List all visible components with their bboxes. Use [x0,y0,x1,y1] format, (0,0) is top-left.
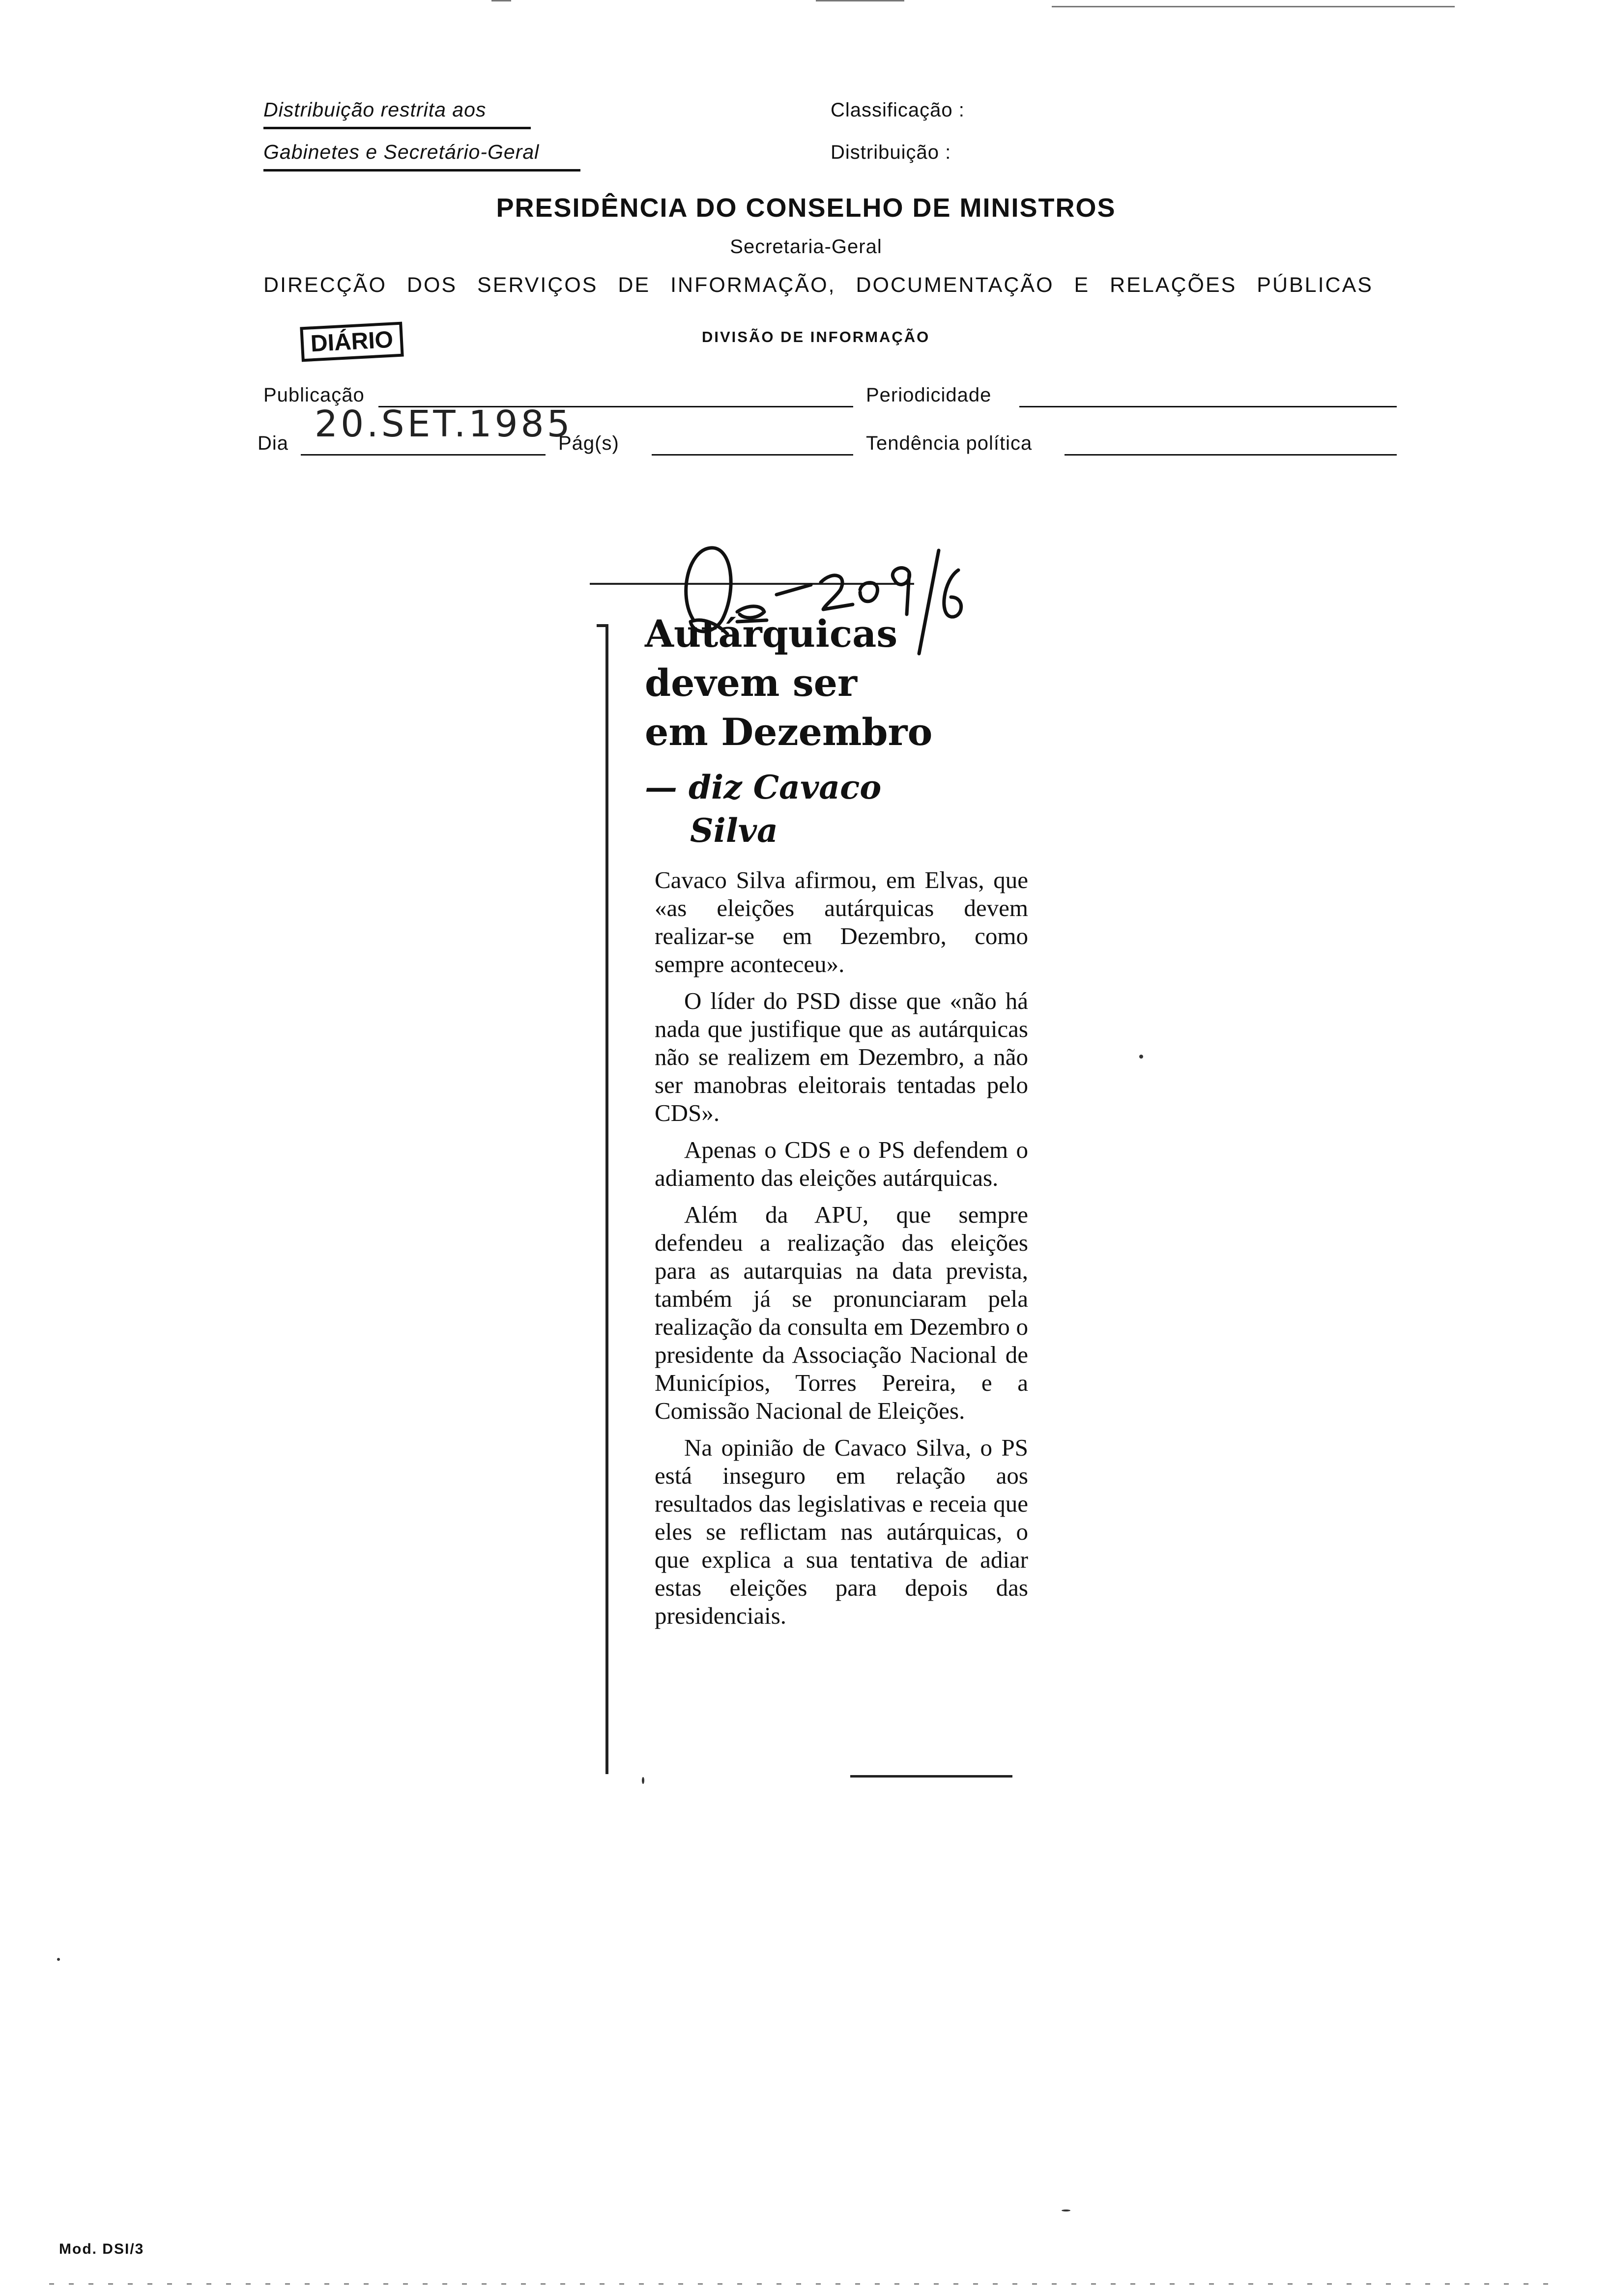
page-subtitle: Secretaria-Geral [730,236,882,258]
article-body [655,866,1028,1630]
article-paragraph: Além da APU, que sempre defendeu a realização das eleições para as autarquias na data prevista, também já se pronunciaram pela realização da consulta em Dezembro o presidente da Associação Nacional de Municípios, Torres Pereira, e a Comissão Nacional de Eleições. [655,1201,1028,1424]
header-underline [263,127,531,129]
scan-speck [1062,2210,1070,2211]
article-paragraph: Cavaco Silva afirmou, em Elvas, que «as eleições autárquicas devem realizar-se em Dezembro, como sempre aconteceu». [655,866,1028,977]
headline-line: em Dezembro [645,710,933,754]
periodicity-line [1019,406,1397,407]
article-paragraph: Na opinião de Cavaco Silva, o PS está inseguro em relação aos resultados das legislativas e receia que eles se reflictam nas autárquicas, o que explica a sua tentativa de adiar estas eleições para depois das presidenciais. [655,1434,1028,1629]
pages-label: Pág(s) [558,432,619,454]
publication-stamp: DIÁRIO [300,322,403,362]
article-end-rule [850,1775,1012,1778]
article-paragraph: O líder do PSD disse que «não há nada que justifique que as autárquicas não se realizem em Dezembro, a não ser manobras eleitorais tentadas pelo CDS». [655,987,1028,1126]
article-headline [645,609,932,757]
form-model-code: Mod. DSI/3 [59,2241,144,2257]
pages-line [652,454,853,456]
day-value: 20.SET.1985 [315,403,573,445]
scan-edge-mark [491,0,511,1]
page-title: PRESIDÊNCIA DO CONSELHO DE MINISTROS [496,193,1116,223]
day-line [301,454,546,456]
byline-line: — diz Cavaco [645,768,882,806]
byline-line: Silva [690,811,778,850]
scan-edge-mark [1052,6,1455,7]
clipping-left-tick [597,624,608,627]
tendency-line [1065,454,1397,456]
scan-bottom-noise [49,2283,1563,2285]
scan-speck [1139,1055,1143,1059]
publication-label: Publicação [263,384,365,406]
scan-speck [642,1777,644,1784]
department-name: DIRECÇÃO DOS SERVIÇOS DE INFORMAÇÃO, DOCUMENTAÇÃO E RELAÇÕES PÚBLICAS [263,273,1373,297]
scan-edge-mark [816,0,904,1]
scan-speck [57,1958,60,1961]
tendency-label: Tendência política [866,432,1033,454]
headline-line: devem ser [645,661,858,705]
distribution-restricted-line2: Gabinetes e Secretário-Geral [263,141,540,163]
distribution-label: Distribuição : [831,142,951,163]
header-underline [263,169,580,172]
article-paragraph: Apenas o CDS e o PS defendem o adiamento das eleições autárquicas. [655,1136,1028,1191]
headline-line: Autárquicas [645,612,898,656]
distribution-restricted-line1: Distribuição restrita aos [263,98,487,121]
clipping-left-rule [605,624,608,1774]
division-name: DIVISÃO DE INFORMAÇÃO [702,328,930,345]
periodicity-label: Periodicidade [866,384,992,406]
day-label: Dia [258,432,289,454]
classification-label: Classificação : [831,99,965,121]
article-byline [645,766,881,852]
